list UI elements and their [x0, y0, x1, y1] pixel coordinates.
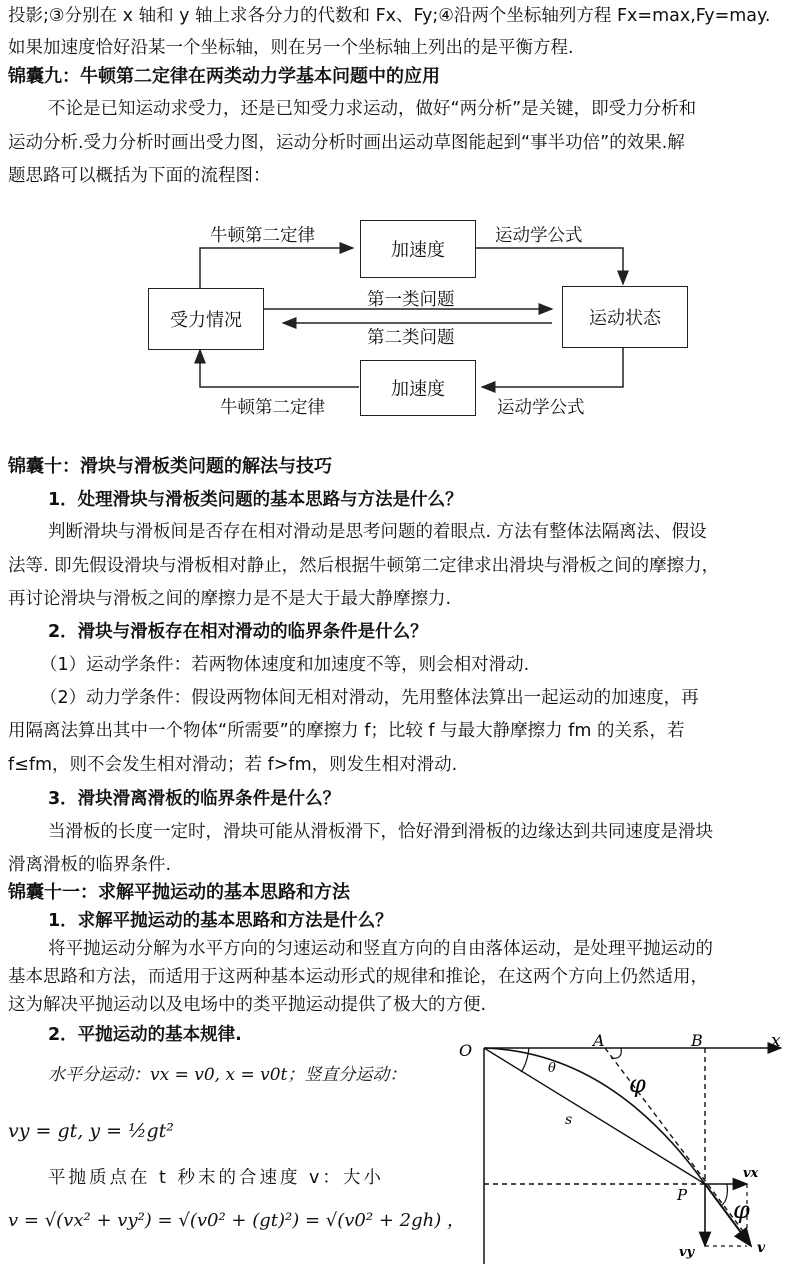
formula-line: v = √(vx² + vy²) = √(v0² + (gt)²) = √(v0² + 2gh) ，	[8, 1210, 465, 1231]
label-vx: vx	[743, 1166, 759, 1181]
text-line: f≤fm，则不会发生相对滑动；若 f>fm，则发生相对滑动.	[8, 755, 458, 775]
box-motion: 运动状态	[562, 286, 688, 348]
label-a: A	[593, 1034, 605, 1050]
text-line: 基本思路和方法，而适用于这两种基本运动形式的规律和推论，在这两个方向上仍然适用，	[8, 967, 708, 987]
label-v: v	[757, 1240, 766, 1256]
text-line: （1）运动学条件：若两物体速度和加速度不等，则会相对滑动.	[40, 655, 530, 675]
label-kinematics-top: 运动学公式	[495, 226, 583, 246]
label-kinematics-bottom: 运动学公式	[497, 398, 585, 418]
label-x: x	[771, 1034, 781, 1051]
formula-line: vy = gt, y = ½gt²	[8, 1120, 174, 1142]
label-newton-top: 牛顿第二定律	[210, 226, 315, 246]
label-phi-bottom: φ	[733, 1196, 750, 1224]
label-p: P	[677, 1186, 688, 1204]
displacement-line	[484, 1048, 705, 1184]
text-line: 如果加速度恰好沿某一个坐标轴，则在另一个坐标轴上列出的是平衡方程.	[8, 38, 574, 58]
text-line: 平抛质点在 t 秒末的合速度 v：大小	[48, 1168, 384, 1188]
question-heading: 1．求解平抛运动的基本思路和方法是什么？	[48, 911, 393, 931]
dashed-tangent	[605, 1048, 749, 1239]
box-force: 受力情况	[148, 288, 264, 350]
section-heading-9: 锦囊九：牛顿第二定律在两类动力学基本问题中的应用	[8, 66, 440, 87]
question-heading: 2．平抛运动的基本规律.	[48, 1025, 242, 1045]
text-line: 当滑板的长度一定时，滑块可能从滑板滑下，恰好滑到滑板的边缘达到共同速度是滑块	[48, 822, 713, 842]
text-line: 判断滑块与滑板间是否存在相对滑动是思考问题的着眼点. 方法有整体法隔离法、假设	[48, 522, 707, 542]
text-line: 法等. 即先假设滑块与滑板相对静止，然后根据牛顿第二定律求出滑块与滑板之间的摩擦力，	[8, 556, 720, 576]
text-line: 不论是已知运动求受力，还是已知受力求运动，做好“两分析”是关键，即受力分析和	[48, 99, 697, 119]
text-line: 题思路可以概括为下面的流程图：	[8, 166, 271, 186]
projectile-figure	[451, 1034, 791, 1264]
formula-line: 水平分运动：vx = v0, x = v0t；竖直分运动：	[48, 1065, 407, 1085]
section-heading-11: 锦囊十一：求解平抛运动的基本思路和方法	[8, 882, 350, 903]
text-line: 这为解决平抛运动以及电场中的类平抛运动提供了极大的方便.	[8, 995, 487, 1015]
text-line: （2）动力学条件：假设两物体间无相对滑动，先用整体法算出一起运动的加速度，再	[40, 688, 699, 708]
label-newton-bottom: 牛顿第二定律	[220, 398, 325, 418]
phi-arc-top	[611, 1048, 621, 1058]
text-line: 再讨论滑块与滑板之间的摩擦力是不是大于最大静摩擦力.	[8, 589, 452, 609]
label-vy: vy	[679, 1245, 695, 1260]
box-acceleration-top: 加速度	[360, 220, 476, 278]
label-type2: 第二类问题	[367, 328, 455, 348]
box-acceleration-bottom: 加速度	[360, 360, 476, 416]
text-line: 投影;③分别在 x 轴和 y 轴上求各分力的代数和 Fx、Fy;④沿两个坐标轴列方程 Fx=max,Fy=may.	[8, 6, 771, 26]
question-heading: 3．滑块滑离滑板的临界条件是什么？	[48, 789, 341, 809]
label-s: s	[565, 1112, 573, 1128]
label-theta: θ	[548, 1061, 556, 1076]
label-phi-top: φ	[629, 1070, 646, 1098]
section-heading-10: 锦囊十：滑块与滑板类问题的解法与技巧	[8, 456, 332, 477]
text-line: 滑离滑板的临界条件.	[8, 855, 172, 875]
text-line: 运动分析.受力分析时画出受力图，运动分析时画出运动草图能起到“事半功倍”的效果.解	[8, 133, 685, 153]
question-heading: 1．处理滑块与滑板类问题的基本思路与方法是什么？	[48, 490, 463, 510]
text-line: 将平抛运动分解为水平方向的匀速运动和竖直方向的自由落体运动，是处理平抛运动的	[48, 939, 713, 959]
label-o: O	[459, 1041, 473, 1060]
question-heading: 2．滑块与滑板存在相对滑动的临界条件是什么？	[48, 622, 428, 642]
flowchart	[0, 200, 791, 440]
text-line: 用隔离法算出其中一个物体“所需要”的摩擦力 f；比较 f 与最大静摩擦力 fm 的关系，若	[8, 721, 685, 741]
label-b: B	[691, 1034, 703, 1050]
label-type1: 第一类问题	[367, 290, 455, 310]
